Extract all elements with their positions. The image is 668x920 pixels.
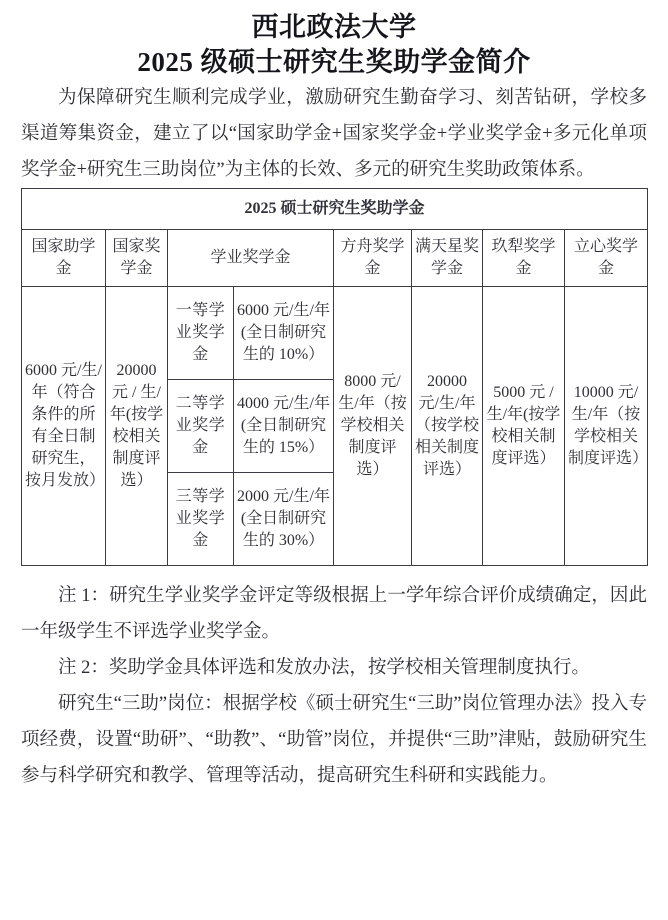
cell-grade-amount-2: 4000 元/生/年(全日制研究生的 15%） (234, 380, 334, 473)
intro-section (21, 80, 647, 188)
cell-grade-amount-3: 2000 元/生/年(全日制研究生的 30%） (234, 473, 334, 566)
cell-national-grant-amount: 6000 元/生/年（符合条件的所有全日制研究生，按月发放） (22, 287, 106, 566)
column-header-academic-scholarship: 学业奖学金 (168, 230, 334, 287)
page-title (0, 0, 668, 80)
column-header-national-scholarship: 国家奖学金 (106, 230, 168, 287)
column-header-jiuli: 玖犁奖学金 (483, 230, 565, 287)
cell-fangzhou-amount: 8000 元/生/年（按学校相关制度评选） (334, 287, 412, 566)
sanzhu-paragraph: 研究生“三助”岗位：根据学校《硕士研究生“三助”岗位管理办法》投入专项经费，设置“助研”、“助教”、“助管”岗位，并提供“三助”津贴，鼓励研究生参与科学研究和教学、管理等活动，提高研究生科研和实践能力。 (21, 694, 647, 786)
intro-paragraph: 为保障研究生顺利完成学业，激励研究生勤奋学习、刻苦钻研，学校多渠道筹集资金，建立了以“国家助学金+国家奖学金+学业奖学金+多元化单项奖学金+研究生三助岗位”为主体的长效、多元的研究生奖助政策体系。 (21, 88, 647, 180)
note-1: 注 1：研究生学业奖学金评定等级根据上一学年综合评价成绩确定，因此一年级学生不评选学业奖学金。 (21, 586, 647, 642)
column-header-national-grant: 国家助学金 (22, 230, 106, 287)
column-header-mantianxing: 满天星奖学金 (412, 230, 483, 287)
cell-grade-amount-1: 6000 元/生/年(全日制研究生的 10%） (234, 287, 334, 380)
award-table-container (21, 188, 647, 566)
notes-section (21, 578, 647, 794)
column-header-lixin: 立心奖学金 (565, 230, 648, 287)
cell-jiuli-amount: 5000 元 /生/年(按学校相关制度评选） (483, 287, 565, 566)
cell-grade-name-3: 三等学业奖学金 (168, 473, 234, 566)
cell-lixin-amount: 10000 元/生/年（按学校相关制度评选） (565, 287, 648, 566)
table-caption-row (22, 189, 648, 230)
table-header-row (22, 230, 648, 287)
cell-grade-name-2: 二等学业奖学金 (168, 380, 234, 473)
title-line-subject: 2025 级硕士研究生奖助学金简介 (137, 47, 531, 77)
cell-national-scholarship-amount: 20000 元 / 生/年(按学校相关制度评选） (106, 287, 168, 566)
note-2: 注 2：奖助学金具体评选和发放办法，按学校相关管理制度执行。 (58, 658, 590, 678)
title-line-university: 西北政法大学 (251, 12, 417, 42)
table-caption: 2025 硕士研究生奖助学金 (22, 189, 648, 230)
table-data-row-grade-1 (22, 287, 648, 380)
column-header-fangzhou: 方舟奖学金 (334, 230, 412, 287)
scholarship-table (21, 188, 648, 566)
cell-mantianxing-amount: 20000 元/生/年 （按学校相关制度评选） (412, 287, 483, 566)
cell-grade-name-1: 一等学业奖学金 (168, 287, 234, 380)
